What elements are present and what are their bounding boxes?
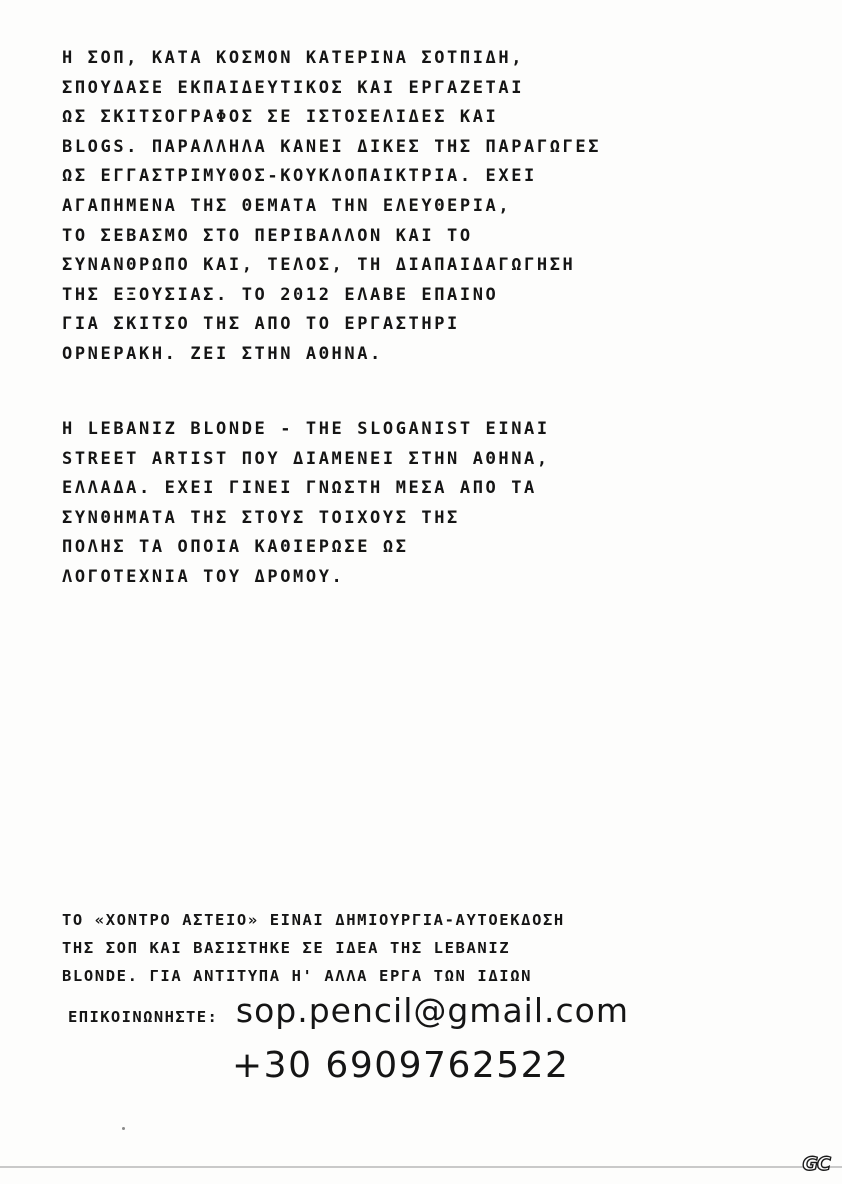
credits-line: ΤΗΣ ΣΟΠ ΚΑΙ ΒΑΣΙΣΤΗΚΕ ΣΕ ΙΔΕΑ ΤΗΣ LEBANIZ: [62, 939, 511, 957]
author-bio-lebaniz: [62, 415, 782, 593]
credits-block: [62, 906, 782, 990]
corner-monogram: GC: [802, 1153, 830, 1175]
bio-line: ΛΟΓΟΤΕΧΝΙΑ ΤΟΥ ΔΡΟΜΟΥ.: [62, 566, 345, 587]
bio-line: ΣΥΝΑΝΘΡΩΠΟ ΚΑΙ, ΤΕΛΟΣ, ΤΗ ΔΙΑΠΑΙΔΑΓΩΓΗΣΗ: [62, 255, 576, 276]
credits-line: ΤΟ «ΧΟΝΤΡΟ ΑΣΤΕΙΟ» ΕΙΝΑΙ ΔΗΜΙΟΥΡΓΙΑ-ΑΥΤΟΕΚΔΟΣΗ: [62, 911, 565, 929]
bio-line: ΤΟ ΣΕΒΑΣΜΟ ΣΤΟ ΠΕΡΙΒΑΛΛΟΝ ΚΑΙ ΤΟ: [62, 225, 473, 246]
bio-line: ΕΛΛΑΔΑ. ΕΧΕΙ ΓΙΝΕΙ ΓΝΩΣΤΗ ΜΕΣΑ ΑΠΟ ΤΑ: [62, 478, 537, 499]
author-bio-sop: [62, 44, 782, 370]
bio-line: ΓΙΑ ΣΚΙΤΣΟ ΤΗΣ ΑΠΟ ΤΟ ΕΡΓΑΣΤΗΡΙ: [62, 314, 460, 335]
contact-line: [68, 987, 629, 1035]
bio-line: ΩΣ ΣΚΙΤΣΟΓΡΑΦΟΣ ΣΕ ΙΣΤΟΣΕΛΙΔΕΣ ΚΑΙ: [62, 107, 499, 128]
page-edge-line: [0, 1166, 842, 1168]
bio-line: ΣΠΟΥΔΑΣΕ ΕΚΠΑΙΔΕΥΤΙΚΟΣ ΚΑΙ ΕΡΓΑΖΕΤΑΙ: [62, 77, 525, 98]
bio-line: ΑΓΑΠΗΜΕΝΑ ΤΗΣ ΘΕΜΑΤΑ ΤΗΝ ΕΛΕΥΘΕΡΙΑ,: [62, 195, 512, 216]
bio-line: STREET ARTIST ΠΟΥ ΔΙΑΜΕΝΕΙ ΣΤΗΝ ΑΘΗΝΑ,: [62, 448, 550, 469]
email-address[interactable]: sop.pencil@gmail.com: [235, 991, 629, 1030]
bio-line: ΣΥΝΘΗΜΑΤΑ ΤΗΣ ΣΤΟΥΣ ΤΟΙΧΟΥΣ ΤΗΣ: [62, 507, 460, 528]
credits-line: BLONDE. ΓΙΑ ΑΝΤΙΤΥΠΑ Η' ΑΛΛΑ ΕΡΓΑ ΤΩΝ ΙΔΙΩΝ: [62, 967, 533, 985]
bio-line: ΩΣ ΕΓΓΑΣΤΡΙΜΥΘΟΣ-ΚΟΥΚΛΟΠΑΙΚΤΡΙΑ. ΕΧΕΙ: [62, 166, 537, 187]
bio-line: BLOGS. ΠΑΡΑΛΛΗΛΑ ΚΑΝΕΙ ΔΙΚΕΣ ΤΗΣ ΠΑΡΑΓΩΓΕΣ: [62, 136, 602, 157]
bio-line: Η LEBANIZ BLONDE - THE SLOGANIST ΕΙΝΑΙ: [62, 419, 550, 439]
bio-line: ΠΟΛΗΣ ΤΑ ΟΠΟΙΑ ΚΑΘΙΕΡΩΣΕ ΩΣ: [62, 537, 409, 558]
contact-label: ΕΠΙΚΟΙΝΩΝΗΣΤΕ:: [68, 1008, 219, 1026]
phone-number[interactable]: +30 6909762522: [232, 1045, 570, 1086]
bio-line: ΤΗΣ ΕΞΟΥΣΙΑΣ. ΤΟ 2012 ΕΛΑΒΕ ΕΠΑΙΝΟ: [62, 284, 499, 305]
paper-speck: [122, 1127, 125, 1130]
bio-line: Η ΣΟΠ, ΚΑΤΑ ΚΟΣΜΟΝ ΚΑΤΕΡΙΝΑ ΣΟΤΠΙΔΗ,: [62, 48, 525, 68]
bio-line: ΟΡΝΕΡΑΚΗ. ΖΕΙ ΣΤΗΝ ΑΘΗΝΑ.: [62, 343, 383, 364]
